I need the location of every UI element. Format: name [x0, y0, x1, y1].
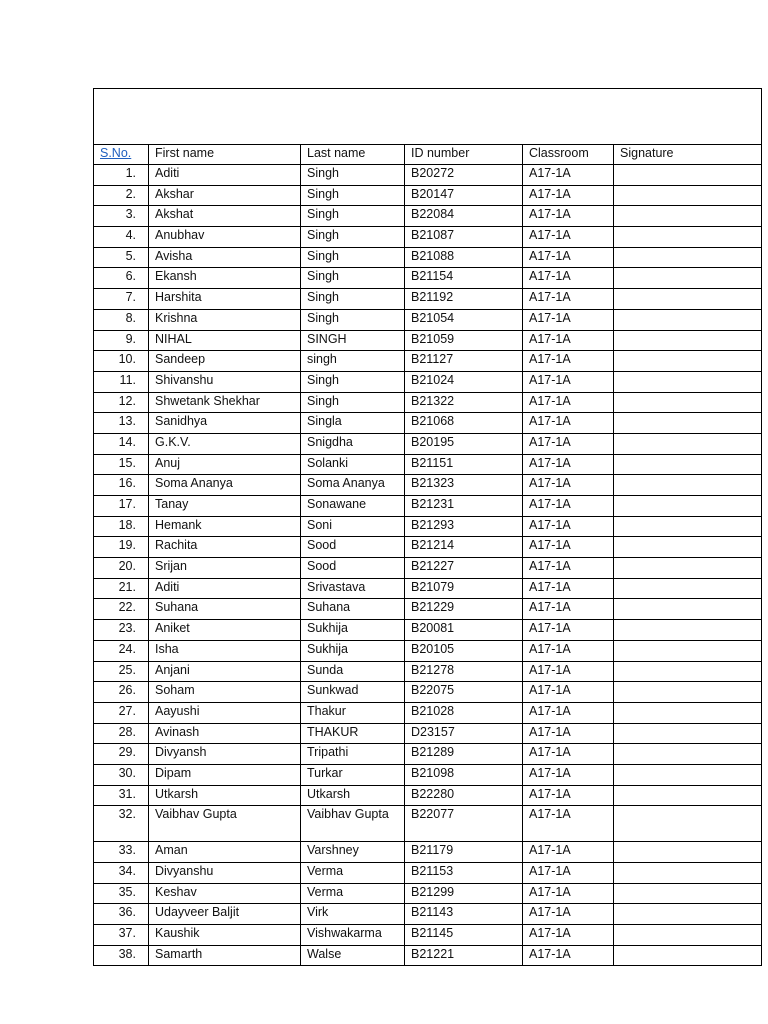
signature-cell — [614, 351, 762, 372]
first-name-cell: Anjani — [149, 661, 301, 682]
id-number-cell: B20105 — [405, 640, 523, 661]
table-row — [94, 640, 762, 661]
last-name-cell: Varshney — [301, 842, 405, 863]
table-row — [94, 883, 762, 904]
signature-cell — [614, 475, 762, 496]
id-number-cell: B21079 — [405, 578, 523, 599]
id-number-cell: B21059 — [405, 330, 523, 351]
classroom-cell: A17-1A — [523, 206, 614, 227]
id-number-cell: B21289 — [405, 744, 523, 765]
header-row — [94, 145, 762, 165]
sno-cell: 21. — [94, 578, 149, 599]
last-name-cell: Tripathi — [301, 744, 405, 765]
table-row — [94, 578, 762, 599]
signature-cell — [614, 904, 762, 925]
id-number-cell: B21179 — [405, 842, 523, 863]
table-row — [94, 392, 762, 413]
table-row — [94, 433, 762, 454]
table-row — [94, 496, 762, 517]
last-name-cell: Verma — [301, 883, 405, 904]
classroom-cell: A17-1A — [523, 475, 614, 496]
sno-cell: 9. — [94, 330, 149, 351]
first-name-cell: NIHAL — [149, 330, 301, 351]
table-row — [94, 413, 762, 434]
first-name-cell: Avinash — [149, 723, 301, 744]
classroom-cell: A17-1A — [523, 413, 614, 434]
sno-cell: 4. — [94, 227, 149, 248]
last-name-cell: Sukhija — [301, 640, 405, 661]
table-row — [94, 351, 762, 372]
signature-cell — [614, 227, 762, 248]
id-number-cell: B21068 — [405, 413, 523, 434]
signature-cell — [614, 863, 762, 884]
sno-cell: 8. — [94, 309, 149, 330]
id-number-cell: B20195 — [405, 433, 523, 454]
last-name-cell: Vaibhav Gupta — [301, 806, 405, 842]
id-number-cell: B21087 — [405, 227, 523, 248]
sno-cell: 37. — [94, 925, 149, 946]
first-name-cell: Divyanshu — [149, 863, 301, 884]
signature-cell — [614, 785, 762, 806]
last-name-cell: Sunda — [301, 661, 405, 682]
first-name-cell: Rachita — [149, 537, 301, 558]
id-number-cell: B20147 — [405, 185, 523, 206]
sno-cell: 2. — [94, 185, 149, 206]
first-name-cell: Aniket — [149, 620, 301, 641]
last-name-cell: Virk — [301, 904, 405, 925]
last-name-cell: singh — [301, 351, 405, 372]
signature-cell — [614, 268, 762, 289]
table-row — [94, 371, 762, 392]
first-name-cell: Keshav — [149, 883, 301, 904]
table-row — [94, 785, 762, 806]
sno-cell: 36. — [94, 904, 149, 925]
id-number-cell: B22075 — [405, 682, 523, 703]
signature-cell — [614, 661, 762, 682]
table-row — [94, 185, 762, 206]
id-number-cell: B21221 — [405, 945, 523, 966]
table-row — [94, 925, 762, 946]
first-name-cell: Shivanshu — [149, 371, 301, 392]
id-number-cell: B21293 — [405, 516, 523, 537]
table-row — [94, 330, 762, 351]
classroom-cell: A17-1A — [523, 842, 614, 863]
signature-cell — [614, 640, 762, 661]
table-row — [94, 723, 762, 744]
id-number-cell: B21153 — [405, 863, 523, 884]
header-sno[interactable] — [94, 145, 149, 165]
signature-cell — [614, 620, 762, 641]
sno-cell: 35. — [94, 883, 149, 904]
first-name-cell: Udayveer Baljit — [149, 904, 301, 925]
title-row — [94, 89, 762, 145]
classroom-cell: A17-1A — [523, 723, 614, 744]
sno-header-link[interactable]: S.No. — [100, 146, 132, 160]
first-name-cell: Divyansh — [149, 744, 301, 765]
first-name-cell: Soma Ananya — [149, 475, 301, 496]
signature-cell — [614, 496, 762, 517]
first-name-cell: Aman — [149, 842, 301, 863]
signature-cell — [614, 433, 762, 454]
first-name-cell: Suhana — [149, 599, 301, 620]
signature-cell — [614, 558, 762, 579]
first-name-cell: Utkarsh — [149, 785, 301, 806]
table-row — [94, 702, 762, 723]
classroom-cell: A17-1A — [523, 185, 614, 206]
id-number-cell: B20272 — [405, 165, 523, 186]
signature-cell — [614, 682, 762, 703]
last-name-cell: Turkar — [301, 764, 405, 785]
classroom-cell: A17-1A — [523, 558, 614, 579]
last-name-cell: Utkarsh — [301, 785, 405, 806]
table-row — [94, 289, 762, 310]
table-row — [94, 268, 762, 289]
classroom-cell: A17-1A — [523, 764, 614, 785]
last-name-cell: THAKUR — [301, 723, 405, 744]
id-number-cell: B20081 — [405, 620, 523, 641]
classroom-cell: A17-1A — [523, 289, 614, 310]
classroom-cell: A17-1A — [523, 702, 614, 723]
classroom-cell: A17-1A — [523, 863, 614, 884]
first-name-cell: Krishna — [149, 309, 301, 330]
signature-cell — [614, 764, 762, 785]
sno-cell: 34. — [94, 863, 149, 884]
sno-cell: 32. — [94, 806, 149, 842]
first-name-cell: Sandeep — [149, 351, 301, 372]
last-name-cell: Singh — [301, 165, 405, 186]
classroom-cell: A17-1A — [523, 883, 614, 904]
table-row — [94, 863, 762, 884]
signature-cell — [614, 883, 762, 904]
first-name-cell: Isha — [149, 640, 301, 661]
last-name-cell: Sood — [301, 537, 405, 558]
sno-cell: 29. — [94, 744, 149, 765]
header-first-name: First name — [149, 145, 301, 165]
id-number-cell: B21151 — [405, 454, 523, 475]
last-name-cell: Singh — [301, 185, 405, 206]
id-number-cell: B21127 — [405, 351, 523, 372]
signature-cell — [614, 516, 762, 537]
id-number-cell: B21024 — [405, 371, 523, 392]
table-row — [94, 227, 762, 248]
id-number-cell: B22084 — [405, 206, 523, 227]
signature-cell — [614, 392, 762, 413]
table-row — [94, 206, 762, 227]
id-number-cell: B21323 — [405, 475, 523, 496]
signature-cell — [614, 599, 762, 620]
table-row — [94, 904, 762, 925]
id-number-cell: B21278 — [405, 661, 523, 682]
sno-cell: 12. — [94, 392, 149, 413]
signature-cell — [614, 537, 762, 558]
classroom-cell: A17-1A — [523, 392, 614, 413]
last-name-cell: Singh — [301, 268, 405, 289]
classroom-cell: A17-1A — [523, 578, 614, 599]
classroom-cell: A17-1A — [523, 496, 614, 517]
last-name-cell: Thakur — [301, 702, 405, 723]
id-number-cell: B21143 — [405, 904, 523, 925]
classroom-cell: A17-1A — [523, 309, 614, 330]
sno-cell: 16. — [94, 475, 149, 496]
last-name-cell: Vishwakarma — [301, 925, 405, 946]
first-name-cell: Ekansh — [149, 268, 301, 289]
signature-cell — [614, 702, 762, 723]
header-id-number: ID number — [405, 145, 523, 165]
first-name-cell: Tanay — [149, 496, 301, 517]
sno-cell: 31. — [94, 785, 149, 806]
classroom-cell: A17-1A — [523, 785, 614, 806]
table-row — [94, 620, 762, 641]
id-number-cell: B22280 — [405, 785, 523, 806]
signature-cell — [614, 723, 762, 744]
id-number-cell: B21192 — [405, 289, 523, 310]
table-row — [94, 764, 762, 785]
last-name-cell: Solanki — [301, 454, 405, 475]
last-name-cell: Sood — [301, 558, 405, 579]
id-number-cell: B22077 — [405, 806, 523, 842]
last-name-cell: Sukhija — [301, 620, 405, 641]
table-row — [94, 682, 762, 703]
first-name-cell: Harshita — [149, 289, 301, 310]
classroom-cell: A17-1A — [523, 945, 614, 966]
last-name-cell: Verma — [301, 863, 405, 884]
table-row — [94, 806, 762, 842]
sno-cell: 38. — [94, 945, 149, 966]
header-classroom: Classroom — [523, 145, 614, 165]
sno-cell: 13. — [94, 413, 149, 434]
classroom-cell: A17-1A — [523, 682, 614, 703]
id-number-cell: B21214 — [405, 537, 523, 558]
table-row — [94, 247, 762, 268]
id-number-cell: B21098 — [405, 764, 523, 785]
id-number-cell: D23157 — [405, 723, 523, 744]
signature-cell — [614, 454, 762, 475]
sno-cell: 25. — [94, 661, 149, 682]
last-name-cell: Singh — [301, 247, 405, 268]
first-name-cell: G.K.V. — [149, 433, 301, 454]
first-name-cell: Soham — [149, 682, 301, 703]
classroom-cell: A17-1A — [523, 640, 614, 661]
sno-cell: 3. — [94, 206, 149, 227]
id-number-cell: B21227 — [405, 558, 523, 579]
last-name-cell: Singh — [301, 392, 405, 413]
sno-cell: 23. — [94, 620, 149, 641]
first-name-cell: Dipam — [149, 764, 301, 785]
first-name-cell: Anubhav — [149, 227, 301, 248]
table-row — [94, 516, 762, 537]
table-row — [94, 475, 762, 496]
last-name-cell: Singh — [301, 309, 405, 330]
table-row — [94, 454, 762, 475]
signature-cell — [614, 842, 762, 863]
signature-cell — [614, 806, 762, 842]
last-name-cell: Soma Ananya — [301, 475, 405, 496]
table-row — [94, 165, 762, 186]
last-name-cell: Singh — [301, 371, 405, 392]
sno-cell: 11. — [94, 371, 149, 392]
signature-cell — [614, 371, 762, 392]
sno-cell: 33. — [94, 842, 149, 863]
table-row — [94, 945, 762, 966]
last-name-cell: Sunkwad — [301, 682, 405, 703]
classroom-cell: A17-1A — [523, 516, 614, 537]
sno-cell: 30. — [94, 764, 149, 785]
sno-cell: 27. — [94, 702, 149, 723]
last-name-cell: Soni — [301, 516, 405, 537]
sno-cell: 7. — [94, 289, 149, 310]
classroom-cell: A17-1A — [523, 925, 614, 946]
first-name-cell: Akshat — [149, 206, 301, 227]
classroom-cell: A17-1A — [523, 330, 614, 351]
signature-cell — [614, 247, 762, 268]
classroom-cell: A17-1A — [523, 371, 614, 392]
table-row — [94, 599, 762, 620]
signature-cell — [614, 578, 762, 599]
sno-cell: 14. — [94, 433, 149, 454]
sno-cell: 10. — [94, 351, 149, 372]
classroom-cell: A17-1A — [523, 351, 614, 372]
sno-cell: 19. — [94, 537, 149, 558]
last-name-cell: Walse — [301, 945, 405, 966]
id-number-cell: B21054 — [405, 309, 523, 330]
signature-cell — [614, 945, 762, 966]
first-name-cell: Avisha — [149, 247, 301, 268]
signature-cell — [614, 289, 762, 310]
first-name-cell: Shwetank Shekhar — [149, 392, 301, 413]
id-number-cell: B21231 — [405, 496, 523, 517]
table-row — [94, 309, 762, 330]
classroom-cell: A17-1A — [523, 661, 614, 682]
table-row — [94, 661, 762, 682]
table-row — [94, 537, 762, 558]
first-name-cell: Anuj — [149, 454, 301, 475]
signature-cell — [614, 165, 762, 186]
signature-cell — [614, 413, 762, 434]
table-row — [94, 842, 762, 863]
signature-cell — [614, 185, 762, 206]
signature-cell — [614, 925, 762, 946]
last-name-cell: SINGH — [301, 330, 405, 351]
first-name-cell: Srijan — [149, 558, 301, 579]
classroom-cell: A17-1A — [523, 744, 614, 765]
first-name-cell: Samarth — [149, 945, 301, 966]
sno-cell: 18. — [94, 516, 149, 537]
sno-cell: 28. — [94, 723, 149, 744]
classroom-cell: A17-1A — [523, 227, 614, 248]
classroom-cell: A17-1A — [523, 806, 614, 842]
classroom-cell: A17-1A — [523, 599, 614, 620]
classroom-cell: A17-1A — [523, 165, 614, 186]
table-row — [94, 744, 762, 765]
sno-cell: 22. — [94, 599, 149, 620]
last-name-cell: Srivastava — [301, 578, 405, 599]
table-row — [94, 558, 762, 579]
attendance-table — [93, 88, 762, 966]
id-number-cell: B21145 — [405, 925, 523, 946]
classroom-cell: A17-1A — [523, 454, 614, 475]
classroom-cell: A17-1A — [523, 620, 614, 641]
last-name-cell: Snigdha — [301, 433, 405, 454]
last-name-cell: Sonawane — [301, 496, 405, 517]
header-signature: Signature — [614, 145, 762, 165]
first-name-cell: Aayushi — [149, 702, 301, 723]
last-name-cell: Singh — [301, 206, 405, 227]
id-number-cell: B21154 — [405, 268, 523, 289]
sno-cell: 15. — [94, 454, 149, 475]
first-name-cell: Sanidhya — [149, 413, 301, 434]
classroom-cell: A17-1A — [523, 904, 614, 925]
sno-cell: 1. — [94, 165, 149, 186]
id-number-cell: B21322 — [405, 392, 523, 413]
sno-cell: 5. — [94, 247, 149, 268]
id-number-cell: B21299 — [405, 883, 523, 904]
last-name-cell: Suhana — [301, 599, 405, 620]
id-number-cell: B21229 — [405, 599, 523, 620]
last-name-cell: Singla — [301, 413, 405, 434]
signature-cell — [614, 309, 762, 330]
classroom-cell: A17-1A — [523, 537, 614, 558]
id-number-cell: B21028 — [405, 702, 523, 723]
sno-cell: 20. — [94, 558, 149, 579]
first-name-cell: Vaibhav Gupta — [149, 806, 301, 842]
signature-cell — [614, 206, 762, 227]
classroom-cell: A17-1A — [523, 268, 614, 289]
last-name-cell: Singh — [301, 227, 405, 248]
first-name-cell: Kaushik — [149, 925, 301, 946]
sno-cell: 24. — [94, 640, 149, 661]
header-last-name: Last name — [301, 145, 405, 165]
signature-cell — [614, 744, 762, 765]
first-name-cell: Akshar — [149, 185, 301, 206]
first-name-cell: Aditi — [149, 165, 301, 186]
first-name-cell: Hemank — [149, 516, 301, 537]
classroom-cell: A17-1A — [523, 433, 614, 454]
first-name-cell: Aditi — [149, 578, 301, 599]
sno-cell: 17. — [94, 496, 149, 517]
sno-cell: 6. — [94, 268, 149, 289]
sno-cell: 26. — [94, 682, 149, 703]
classroom-cell: A17-1A — [523, 247, 614, 268]
id-number-cell: B21088 — [405, 247, 523, 268]
signature-cell — [614, 330, 762, 351]
last-name-cell: Singh — [301, 289, 405, 310]
title-cell — [94, 89, 762, 145]
